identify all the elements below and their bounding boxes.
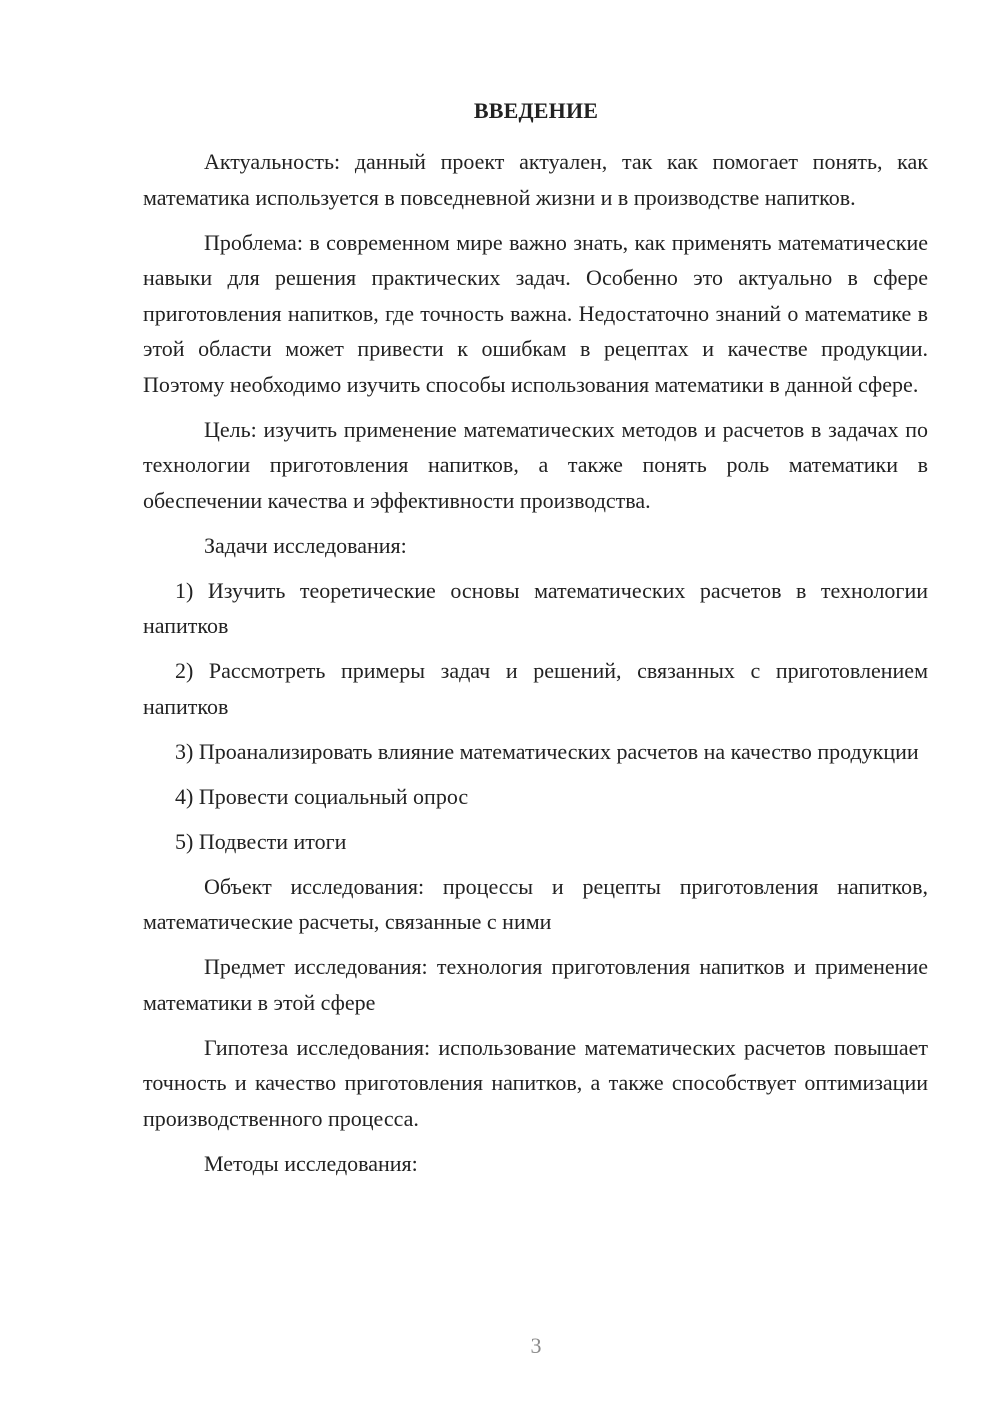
section-heading: ВВЕДЕНИЕ xyxy=(473,98,599,123)
document-body xyxy=(143,144,928,1191)
task-item-1: 1) Изучить теоретические основы математических расчетов в технологии напитков xyxy=(143,577,928,638)
task-item-5: 5) Подвести итоги xyxy=(175,828,347,854)
methods-heading: Методы исследования: xyxy=(204,1150,418,1176)
hypothesis-paragraph: Гипотеза исследования: использование математических расчетов повышает точность и качество приготовления напитков, а также способствует оптимизации производственного процесса. xyxy=(143,1034,928,1131)
tasks-heading: Задачи исследования: xyxy=(204,532,407,558)
task-item-2: 2) Рассмотреть примеры задач и решений, связанных с приготовлением напитков xyxy=(143,658,928,719)
subject-paragraph: Предмет исследования: технология приготовления напитков и применение математики в этой сфере xyxy=(143,954,928,1015)
page-number: 3 xyxy=(530,1333,542,1358)
task-item-4: 4) Провести социальный опрос xyxy=(175,783,469,809)
task-item-3: 3) Проанализировать влияние математических расчетов на качество продукции xyxy=(175,738,919,764)
relevance-paragraph: Актуальность: данный проект актуален, так как помогает понять, как математика используется в повседневной жизни и в производстве напитков. xyxy=(143,149,928,210)
problem-paragraph: Проблема: в современном мире важно знать, как применять математические навыки для решения практических задач. Особенно это актуально в сфере приготовления напитков, где точность важна. Недостаточно знаний о математике в этой области может привести к ошибкам в рецептах и качестве продукции. Поэтому необходимо изучить способы использования математики в данной сфере. xyxy=(143,229,928,397)
goal-paragraph: Цель: изучить применение математических методов и расчетов в задачах по технологии приготовления напитков, а также понять роль математики в обеспечении качества и эффективности производства. xyxy=(143,416,928,513)
object-paragraph: Объект исследования: процессы и рецепты приготовления напитков, математические расчеты, связанные с ними xyxy=(143,873,928,934)
